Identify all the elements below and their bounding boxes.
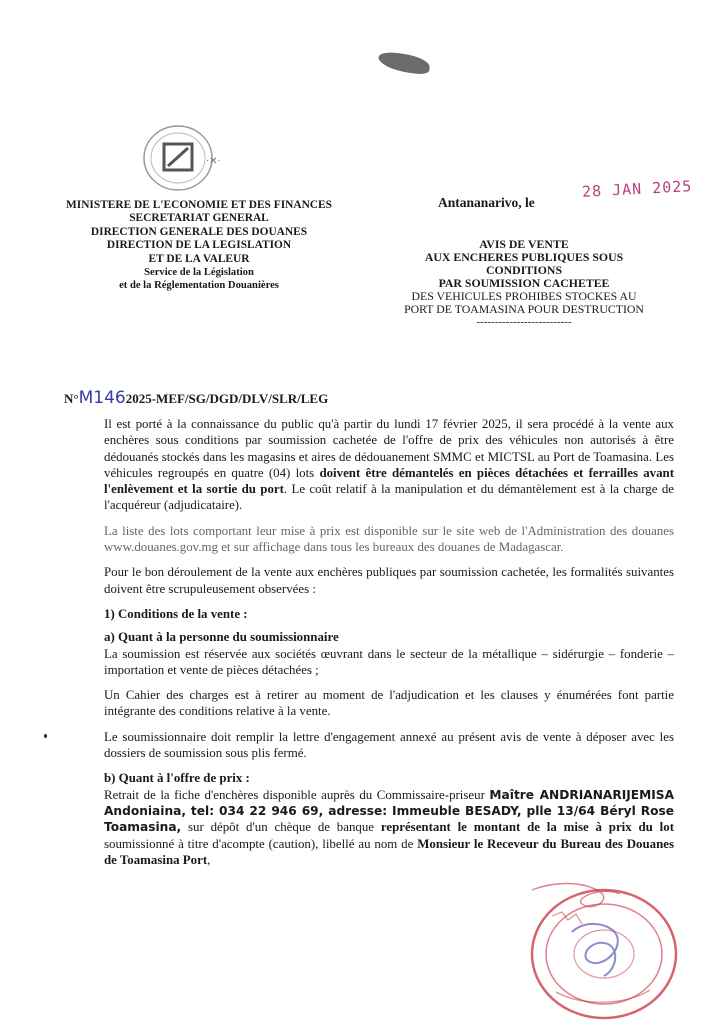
ministry-line: SECRETARIAT GENERAL xyxy=(129,212,269,225)
paragraph-specifications: Un Cahier des charges est à retirer au moment de l'adjudication et les clauses y énumérées font partie intégrante des conditions relative à la vente. xyxy=(104,688,674,719)
ministry-line: DIRECTION DE LA LEGISLATION xyxy=(106,239,292,252)
notice-separator: -------------------------- xyxy=(476,316,572,328)
notice-subtitle-line: DES VEHICULES PROHIBES STOCKES AU xyxy=(411,289,637,303)
official-seal-stamp-icon xyxy=(512,872,682,1022)
text-run-bold: doivent être démantelés en pièces détachées et ferrailles avant l'enlèvement et la sortie du port xyxy=(104,465,674,497)
reference-prefix: N° xyxy=(64,391,79,406)
ministry-line: DIRECTION GENERALE DES DOUANES xyxy=(90,225,308,238)
text-run: . Le coût relatif à la manipulation et du démantèlement est à la charge de l'acquéreur (adjudicataire). xyxy=(104,482,674,513)
reference-code: 2025-MEF/SG/DGD/DLV/SLR/LEG xyxy=(125,391,329,406)
ministry-block xyxy=(40,199,358,293)
notice-title-line: CONDITIONS xyxy=(485,263,563,277)
auctioneer-contact: Maître ANDRIANARIJEMISA Andoniaina, tel: 034 22 946 69, adresse: Immeuble BESADY, plle 13/64 Béryl Rose Toamasina, xyxy=(104,787,675,835)
subheading-price-offer: b) Quant à l'offre de prix : xyxy=(104,771,250,786)
customs-emblem-icon xyxy=(140,118,221,194)
reference-number xyxy=(64,388,328,408)
notice-subtitle-line: PORT DE TOAMASINA POUR DESTRUCTION xyxy=(404,302,644,316)
notice-title-line: AUX ENCHERES PUBLIQUES SOUS xyxy=(424,250,624,264)
dateline: Antananarivo, le xyxy=(438,195,535,210)
notice-title-block xyxy=(350,238,698,329)
text-run: Il est porté à la connaissance du public qu'à partir du lundi 17 février 2025, il sera procédé à la vente aux enchères sous conditions par soumission cachetée de l'offre de prix des véhicules non autorisés à être dédouanés stockés dans les magasins et aires de dédouanement SMMC et MICTSL au Port de Toamasina. Les véhicules regroupés en quatre (04) lots xyxy=(104,417,674,480)
scan-speck xyxy=(44,734,47,738)
paragraph-bidder-eligibility: La soumission est réservée aux sociétés œuvrant dans le secteur de la métallique – sidérurgie – fonderie – importation et vente de pièces détachées ; xyxy=(104,646,674,677)
date-stamp: 28 JAN 2025 xyxy=(581,177,693,201)
text-run-bold: Monsieur le Receveur du Bureau des Douanes de Toamasina Port xyxy=(104,836,674,867)
subheading-bidder: a) Quant à la personne du soumissionnaire xyxy=(104,630,339,645)
paragraph-commitment-letter: Le soumissionnaire doit remplir la lettre d'engagement annexé au présent avis de vente à déposer avec les dossiers de soumission sous plis fermé. xyxy=(104,729,674,761)
text-run-bold: représentant le montant de la mise à prix du lot xyxy=(380,820,674,835)
scan-blot xyxy=(377,50,431,75)
service-line: et de la Réglementation Douanières xyxy=(119,280,279,292)
service-line: Service de la Législation xyxy=(144,267,254,279)
text-run: soumissionné à titre d'acompte (caution), libellé au nom de xyxy=(104,836,418,851)
text-run: sur dépôt d'un chèque de banque xyxy=(181,820,381,835)
svg-text:·✕·: ·✕· xyxy=(206,156,221,167)
notice-body xyxy=(104,416,674,877)
text-run: , xyxy=(207,852,211,867)
paragraph-intro xyxy=(104,416,674,514)
section-heading-conditions: 1) Conditions de la vente : xyxy=(104,606,248,621)
notice-title-line: PAR SOUMISSION CACHETEE xyxy=(438,276,610,290)
paragraph-price-offer xyxy=(104,787,674,868)
paragraph-lot-list: La liste des lots comportant leur mise à prix est disponible sur le site web de l'Administration des douanes www.douanes.gov.mg et sur affichage dans tous les bureaux des douanes de Madagascar. xyxy=(104,523,674,555)
paragraph-formalities: Pour le bon déroulement de la vente aux enchères publiques par soumission cachetée, les formalités suivantes doivent être scrupuleusement observées : xyxy=(104,565,674,596)
ministry-line: MINISTERE DE L'ECONOMIE ET DES FINANCES xyxy=(66,199,332,211)
text-run: Retrait de la fiche d'enchères disponible auprès du Commissaire-priseur xyxy=(104,787,490,802)
reference-handwritten: M146 xyxy=(78,388,126,408)
ministry-line: ET DE LA VALEUR xyxy=(148,252,250,265)
notice-title-line: AVIS DE VENTE xyxy=(479,237,569,251)
